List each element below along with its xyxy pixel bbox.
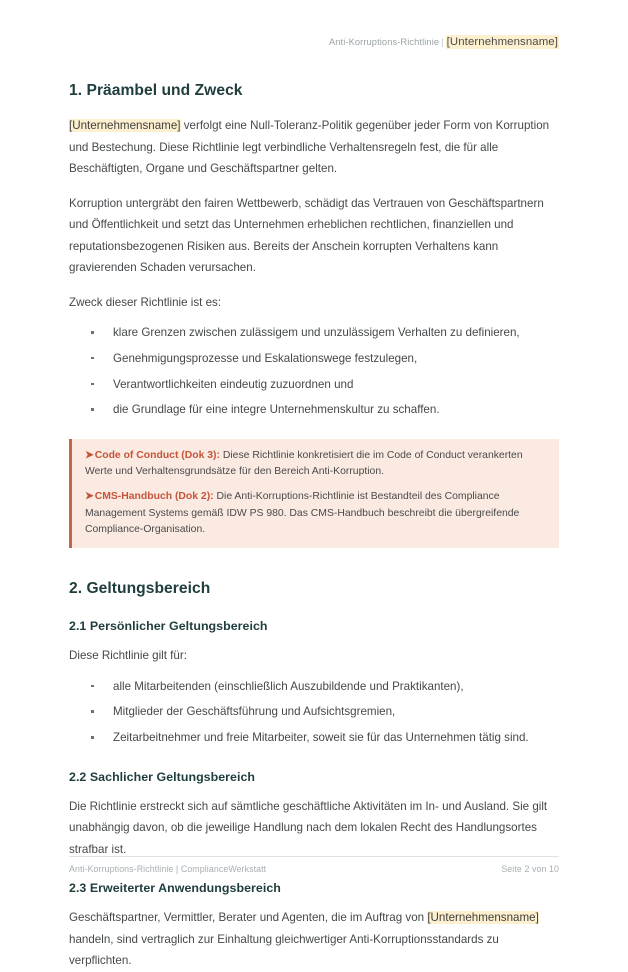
list-item: die Grundlage für eine integre Unternehmenskultur zu schaffen. bbox=[69, 399, 559, 420]
callout-entry bbox=[85, 448, 546, 481]
inline-company-placeholder: [Unternehmensname] bbox=[69, 119, 181, 132]
callout-entry-tag: CMS-Handbuch (Dok 2): bbox=[94, 491, 214, 503]
list-item: Zeitarbeitnehmer und freie Mitarbeiter, soweit sie für das Unternehmen tätig sind. bbox=[69, 727, 559, 748]
subsection-heading-2-2: 2.2 Sachlicher Geltungsbereich bbox=[69, 769, 256, 784]
section-heading-1: 1. Präambel und Zweck bbox=[69, 82, 243, 99]
subsection-2-3-paragraph bbox=[69, 907, 559, 972]
subsection-heading-2-1: 2.1 Persönlicher Geltungsbereich bbox=[69, 619, 268, 634]
inline-company-placeholder: [Unternehmensname] bbox=[427, 911, 539, 925]
list-item: klare Grenzen zwischen zulässigem und unzulässigem Verhalten zu definieren, bbox=[69, 322, 559, 343]
list-item: Genehmigungsprozesse und Eskalationswege festzulegen, bbox=[69, 348, 559, 369]
section-heading-2: 2. Geltungsbereich bbox=[69, 580, 211, 598]
callout-entry bbox=[85, 489, 546, 538]
arrow-right-icon: ➤ bbox=[85, 449, 94, 461]
header-separator: | bbox=[441, 37, 444, 47]
callout-entry-text: Diese Richtlinie konkretisiert die im Code of Conduct verankerten Werte und Verhaltensgrundsätze für den Bereich Anti-Korruption. bbox=[85, 449, 523, 477]
callout-entry-text: Die Anti-Korruptions-Richtlinie ist Bestandteil des Compliance Management Systems gemäß IDW PS 980. Das CMS-Handbuch beschreibt die übergreifende Compliance-Organisation. bbox=[85, 491, 520, 535]
section-1-bullet-list bbox=[69, 322, 559, 421]
subsection-2-3-text-pre: Geschäftspartner, Vermittler, Berater und Agenten, die im Auftrag von bbox=[69, 911, 428, 925]
section-1-list-intro: Zweck dieser Richtlinie ist es: bbox=[69, 295, 222, 309]
section-1-paragraph-2: Korruption untergräbt den fairen Wettbewerb, schädigt das Vertrauen von Geschäftspartnern und Öffentlichkeit und setzt das Unternehmen erheblichen rechtlichen, finanziellen und reputationsbezogenen Risiken aus. Bereits der Anschein korrupten Verhaltens kann gravierenden Schaden verursachen. bbox=[69, 196, 544, 274]
subsection-2-2-paragraph: Die Richtlinie erstreckt sich auf sämtliche geschäftliche Aktivitäten im In- und Ausland. Sie gilt unabhängig davon, ob die jeweilige Handlung nach dem lokalen Recht des Handlungsortes strafbar ist. bbox=[69, 799, 548, 856]
list-item: alle Mitarbeitenden (einschließlich Auszubildende und Praktikanten), bbox=[69, 676, 559, 697]
arrow-right-icon: ➤ bbox=[85, 491, 94, 503]
footer-left-text: Anti-Korruptions-Richtlinie | ComplianceWerkstatt bbox=[69, 864, 267, 874]
list-item: Mitglieder der Geschäftsführung und Aufsichtsgremien, bbox=[69, 701, 559, 722]
running-header bbox=[69, 36, 559, 50]
section-1-paragraph-1 bbox=[69, 115, 559, 180]
subsection-heading-2-3: 2.3 Erweiterter Anwendungsbereich bbox=[69, 881, 281, 896]
header-company-placeholder: [Unternehmensname] bbox=[446, 36, 558, 48]
subsection-2-1-bullet-list bbox=[69, 676, 559, 749]
subsection-2-3-text-post: handeln, sind vertraglich zur Einhaltung gleichwertiger Anti-Korruptionsstandards zu verpflichten. bbox=[69, 932, 499, 968]
header-doc-title: Anti-Korruptions-Richtlinie bbox=[328, 37, 440, 47]
callout-entry-tag: Code of Conduct (Dok 3): bbox=[94, 449, 220, 461]
list-item: Verantwortlichkeiten eindeutig zuzuordnen und bbox=[69, 374, 559, 395]
cross-reference-callout bbox=[69, 439, 559, 548]
section-1-paragraph-1-text: verfolgt eine Null-Toleranz-Politik gegenüber jeder Form von Korruption und Bestechung. Diese Richtlinie legt verbindliche Verhaltensregeln fest, die für alle Beschäftigten, Organe und Geschäftspartner gelten. bbox=[69, 119, 550, 175]
subsection-2-1-intro: Diese Richtlinie gilt für: bbox=[69, 649, 187, 663]
footer-page-number: Seite 2 von 10 bbox=[501, 864, 559, 874]
running-footer bbox=[69, 856, 559, 874]
